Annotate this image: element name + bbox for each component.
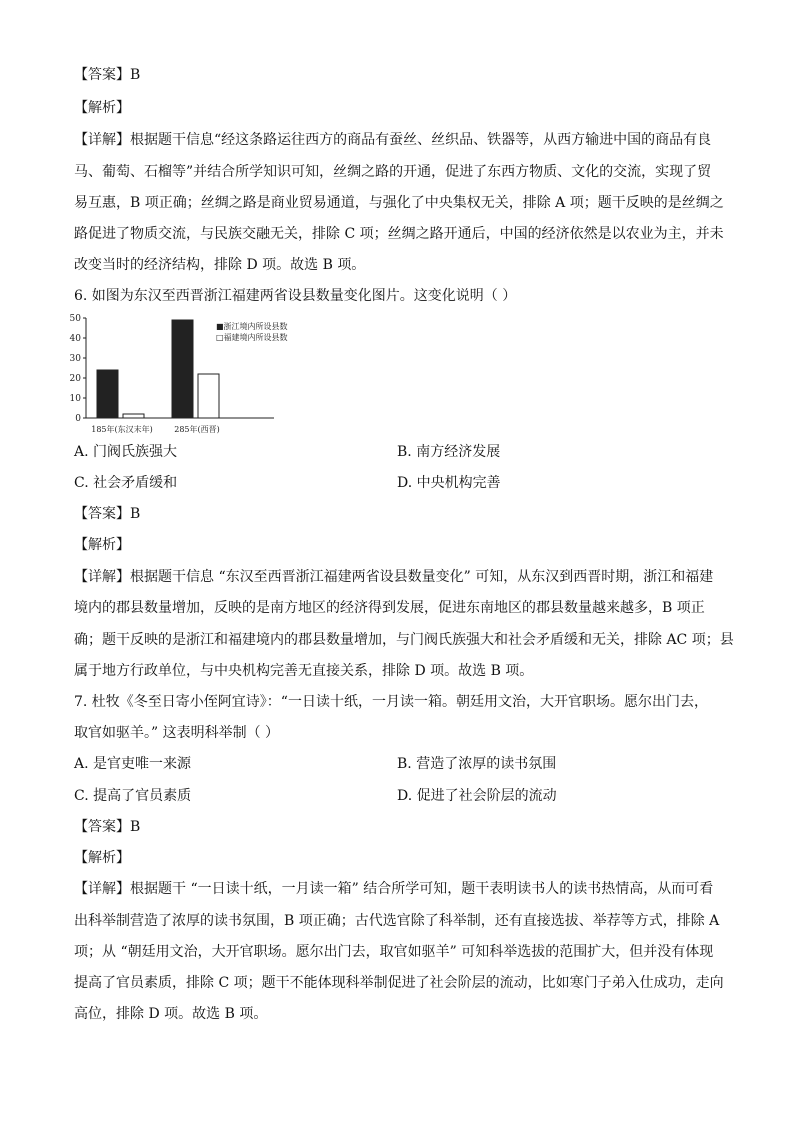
bar (198, 374, 219, 418)
q5-detail-line: 马、葡萄、石榴等”并结合所学知识可知，丝绸之路的开通，促进了东西方物质、文化的交流，实现了贸 (74, 164, 712, 180)
q5-answer: 【答案】B (74, 67, 141, 83)
y-tick-label: 40 (69, 334, 81, 344)
q7-question-line: 7. 杜牧《冬至日寄小侄阿宜诗》：“一日读十纸，一月读一箱。朝廷用文治，大开官职场。愿尔出门去， (74, 694, 708, 710)
q7-option-a: A. 是官吏唯一来源 (74, 756, 192, 772)
q6-question: 6. 如图为东汉至西晋浙江福建两省设县数量变化图片。这变化说明（ ） (74, 288, 517, 304)
y-tick-label: 30 (69, 354, 81, 364)
x-tick-label: 285年(西晋) (174, 425, 220, 434)
q7-answer: 【答案】B (74, 819, 141, 835)
x-tick-label: 185年(东汉末年) (91, 425, 153, 434)
q6-analysis-heading: 【解析】 (74, 537, 130, 553)
bar (172, 320, 193, 418)
q6-option-b: B. 南方经济发展 (397, 444, 501, 460)
q7-analysis-heading: 【解析】 (74, 850, 130, 866)
q7-option-d: D. 促进了社会阶层的流动 (397, 788, 557, 804)
y-tick-label: 10 (69, 394, 81, 404)
q5-detail-line: 改变当时的经济结构，排除 D 项。故选 B 项。 (74, 257, 366, 273)
q6-option-c: C. 社会矛盾缓和 (74, 475, 178, 491)
q7-detail-line: 出科举制营造了浓厚的读书氛围，B 项正确；古代选官除了科举制，还有直接选拔、举荐等方式，排除 A (74, 913, 720, 929)
q7-detail-line: 提高了官员素质，排除 C 项；题干不能体现科举制促进了社会阶层的流动，比如寒门子弟入仕成功，走向 (74, 975, 724, 991)
q5-analysis-heading: 【解析】 (74, 100, 130, 116)
q6-detail-line: 境内的郡县数量增加，反映的是南方地区的经济得到发展，促进东南地区的郡县数量越来越多，B 项正 (74, 600, 705, 616)
y-tick-label: 50 (69, 314, 81, 324)
county-count-bar-chart (60, 312, 288, 436)
q6-detail-line: 确；题干反映的是浙江和福建境内的郡县数量增加，与门阀氏族强大和社会矛盾缓和无关，排除 AC 项；县 (74, 632, 734, 648)
q5-detail-line: 易互惠，B 项正确；丝绸之路是商业贸易通道，与强化了中央集权无关，排除 A 项；题干反映的是丝绸之 (74, 195, 724, 211)
q5-detail-line: 【详解】根据题干信息“经这条路运往西方的商品有蚕丝、丝织品、铁器等，从西方输进中国的商品有良 (74, 132, 712, 148)
bar (123, 414, 144, 418)
q6-answer: 【答案】B (74, 506, 141, 522)
q7-question-line: 取官如驱羊。” 这表明科举制（ ） (74, 725, 280, 741)
legend-entry: □福建境内所设县数 (216, 333, 288, 342)
legend-entry: ■浙江境内所设县数 (216, 322, 288, 331)
q6-option-a: A. 门阀氏族强大 (74, 444, 178, 460)
q7-option-c: C. 提高了官员素质 (74, 788, 192, 804)
q6-detail-line: 属于地方行政单位，与中央机构完善无直接关系，排除 D 项。故选 B 项。 (74, 663, 534, 679)
q7-detail-line: 项；从 “朝廷用文治，大开官职场。愿尔出门去，取官如驱羊” 可知科举选拔的范围扩大，但并没有体现 (74, 944, 714, 960)
y-tick-label: 0 (75, 414, 81, 424)
y-tick-label: 20 (69, 374, 81, 384)
bar (97, 370, 118, 418)
q7-detail-line: 【详解】根据题干 “一日读十纸，一月读一箱” 结合所学可知，题干表明读书人的读书热情高，从而可看 (74, 881, 714, 897)
q5-detail-line: 路促进了物质交流，与民族交融无关，排除 C 项；丝绸之路开通后，中国的经济依然是以农业为主，并未 (74, 226, 724, 242)
q7-option-b: B. 营造了浓厚的读书氛围 (397, 756, 557, 772)
q6-detail-line: 【详解】根据题干信息 “东汉至西晋浙江福建两省设县数量变化” 可知，从东汉到西晋时期，浙江和福建 (74, 569, 714, 585)
q7-detail-line: 高位，排除 D 项。故选 B 项。 (74, 1006, 268, 1022)
q6-option-d: D. 中央机构完善 (397, 475, 501, 491)
